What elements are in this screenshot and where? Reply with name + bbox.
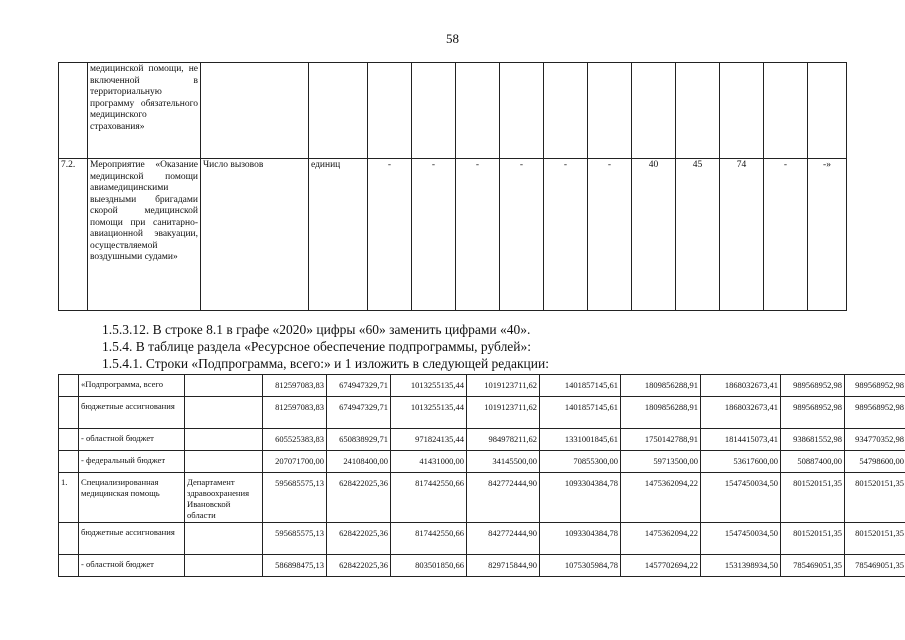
amount-cell: 1868032673,41 bbox=[701, 375, 781, 397]
executor-cell bbox=[185, 523, 263, 555]
amount-cell: 34145500,00 bbox=[467, 451, 540, 473]
table-row bbox=[59, 429, 905, 451]
amount-cell: 934770352,98 bbox=[845, 429, 905, 451]
amount-cell: 628422025,36 bbox=[327, 523, 391, 555]
amount-cell: 628422025,36 bbox=[327, 555, 391, 577]
amount-cell: 674947329,71 bbox=[327, 397, 391, 429]
amount-cell: 1093304384,78 bbox=[540, 473, 621, 523]
amount-cell: 1531398934,50 bbox=[701, 555, 781, 577]
amount-cell: 801520151,35 bbox=[845, 523, 905, 555]
row-name: бюджетные ассигнования bbox=[79, 397, 185, 429]
amount-cell: 801520151,35 bbox=[781, 473, 845, 523]
amount-cell: 971824135,44 bbox=[391, 429, 467, 451]
year-value-cell: - bbox=[368, 159, 412, 311]
amount-cell: 785469051,35 bbox=[781, 555, 845, 577]
event-name-cell: медицинской помощи, не включенной в территориальную программу обязательного медицинского страхования» bbox=[88, 63, 201, 159]
amount-cell: 842772444,90 bbox=[467, 473, 540, 523]
table-row bbox=[59, 159, 847, 311]
row-number bbox=[59, 429, 79, 451]
table-row bbox=[59, 523, 905, 555]
amount-cell: 54798600,00 bbox=[845, 451, 905, 473]
row-name: бюджетные ассигнования bbox=[79, 523, 185, 555]
amount-cell: 1547450034,50 bbox=[701, 473, 781, 523]
row-number bbox=[59, 523, 79, 555]
paragraph-2: 1.5.4. В таблице раздела «Ресурсное обеспечение подпрограммы, рублей»: bbox=[102, 339, 532, 354]
table-row bbox=[59, 473, 905, 523]
amount-cell: 628422025,36 bbox=[327, 473, 391, 523]
executor-cell bbox=[185, 451, 263, 473]
amount-cell: 989568952,98 bbox=[781, 375, 845, 397]
amount-cell: 1868032673,41 bbox=[701, 397, 781, 429]
amount-cell: 829715844,90 bbox=[467, 555, 540, 577]
amount-cell: 605525383,83 bbox=[263, 429, 327, 451]
event-name-cell: Мероприятие «Оказание медицинской помощи авиамедицинскими выездными бригадами скорой медицинской помощи при санитарно-авиационной эвакуации, осуществляемой воздушными судами» bbox=[88, 159, 201, 311]
amount-cell: 41431000,00 bbox=[391, 451, 467, 473]
table-row bbox=[59, 555, 905, 577]
executor-cell bbox=[185, 375, 263, 397]
table-row bbox=[59, 397, 905, 429]
year-value-cell: - bbox=[764, 159, 808, 311]
amount-cell: 1475362094,22 bbox=[621, 523, 701, 555]
amount-cell: 812597083,83 bbox=[263, 397, 327, 429]
amount-cell: 1475362094,22 bbox=[621, 473, 701, 523]
indicator-cell: Число вызовов bbox=[201, 159, 309, 311]
amount-cell: 803501850,66 bbox=[391, 555, 467, 577]
amount-cell: 989568952,98 bbox=[845, 375, 905, 397]
amount-cell: 50887400,00 bbox=[781, 451, 845, 473]
paragraph-1: 1.5.3.12. В строке 8.1 в графе «2020» цифры «60» заменить цифрами «40». bbox=[102, 322, 531, 337]
amount-cell: 984978211,62 bbox=[467, 429, 540, 451]
amount-cell: 1547450034,50 bbox=[701, 523, 781, 555]
year-value-cell: - bbox=[500, 159, 544, 311]
amount-cell: 674947329,71 bbox=[327, 375, 391, 397]
amount-cell: 842772444,90 bbox=[467, 523, 540, 555]
executor-cell bbox=[185, 555, 263, 577]
year-value-cell: 74 bbox=[720, 159, 764, 311]
amount-cell: 817442550,66 bbox=[391, 473, 467, 523]
row-number bbox=[59, 555, 79, 577]
row-name: - федеральный бюджет bbox=[79, 451, 185, 473]
year-value-cell: - bbox=[412, 159, 456, 311]
amount-cell: 1075305984,78 bbox=[540, 555, 621, 577]
amount-cell: 989568952,98 bbox=[845, 397, 905, 429]
amount-cell: 938681552,98 bbox=[781, 429, 845, 451]
amount-cell: 1809856288,91 bbox=[621, 375, 701, 397]
executor-cell bbox=[185, 429, 263, 451]
amount-cell: 1401857145,61 bbox=[540, 375, 621, 397]
row-name: Специализированная медицинская помощь bbox=[79, 473, 185, 523]
year-value-cell: 40 bbox=[632, 159, 676, 311]
row-number bbox=[59, 451, 79, 473]
row-name: - областной бюджет bbox=[79, 555, 185, 577]
amount-cell: 785469051,35 bbox=[845, 555, 905, 577]
amount-cell: 1019123711,62 bbox=[467, 397, 540, 429]
amount-cell: 595685575,13 bbox=[263, 523, 327, 555]
row-number bbox=[59, 375, 79, 397]
amount-cell: 1809856288,91 bbox=[621, 397, 701, 429]
row-number: 1. bbox=[59, 473, 79, 523]
year-value-cell: - bbox=[544, 159, 588, 311]
amount-cell: 1750142788,91 bbox=[621, 429, 701, 451]
amount-cell: 989568952,98 bbox=[781, 397, 845, 429]
amount-cell: 650838929,71 bbox=[327, 429, 391, 451]
row-name: «Подпрограмма, всего bbox=[79, 375, 185, 397]
amount-cell: 801520151,35 bbox=[781, 523, 845, 555]
amount-cell: 1331001845,61 bbox=[540, 429, 621, 451]
amount-cell: 1093304384,78 bbox=[540, 523, 621, 555]
amount-cell: 1013255135,44 bbox=[391, 375, 467, 397]
year-value-cell: - bbox=[588, 159, 632, 311]
executor-cell bbox=[185, 397, 263, 429]
unit-cell: единиц bbox=[309, 159, 368, 311]
resource-table bbox=[58, 374, 905, 577]
amount-cell: 817442550,66 bbox=[391, 523, 467, 555]
executor-cell: Департамент здравоохранения Ивановской области bbox=[185, 473, 263, 523]
amount-cell: 595685575,13 bbox=[263, 473, 327, 523]
amount-cell: 70855300,00 bbox=[540, 451, 621, 473]
row-name: - областной бюджет bbox=[79, 429, 185, 451]
row-number bbox=[59, 397, 79, 429]
amount-cell: 1013255135,44 bbox=[391, 397, 467, 429]
amount-cell: 53617600,00 bbox=[701, 451, 781, 473]
paragraph-3: 1.5.4.1. Строки «Подпрограмма, всего:» и 1 изложить в следующей редакции: bbox=[102, 356, 549, 371]
amount-cell: 1814415073,41 bbox=[701, 429, 781, 451]
amount-cell: 1401857145,61 bbox=[540, 397, 621, 429]
table-row bbox=[59, 451, 905, 473]
amount-cell: 207071700,00 bbox=[263, 451, 327, 473]
amount-cell: 24108400,00 bbox=[327, 451, 391, 473]
amount-cell: 59713500,00 bbox=[621, 451, 701, 473]
amount-cell: 1019123711,62 bbox=[467, 375, 540, 397]
table-row bbox=[59, 375, 905, 397]
amount-cell: 1457702694,22 bbox=[621, 555, 701, 577]
year-value-cell: 45 bbox=[676, 159, 720, 311]
indicators-table bbox=[58, 62, 847, 311]
table-row bbox=[59, 63, 847, 159]
year-value-cell: - bbox=[456, 159, 500, 311]
year-value-cell: -» bbox=[808, 159, 847, 311]
amount-cell: 586898475,13 bbox=[263, 555, 327, 577]
row-number: 7.2. bbox=[59, 159, 88, 311]
amount-cell: 812597083,83 bbox=[263, 375, 327, 397]
amount-cell: 801520151,35 bbox=[845, 473, 905, 523]
page-number: 58 bbox=[446, 31, 459, 46]
